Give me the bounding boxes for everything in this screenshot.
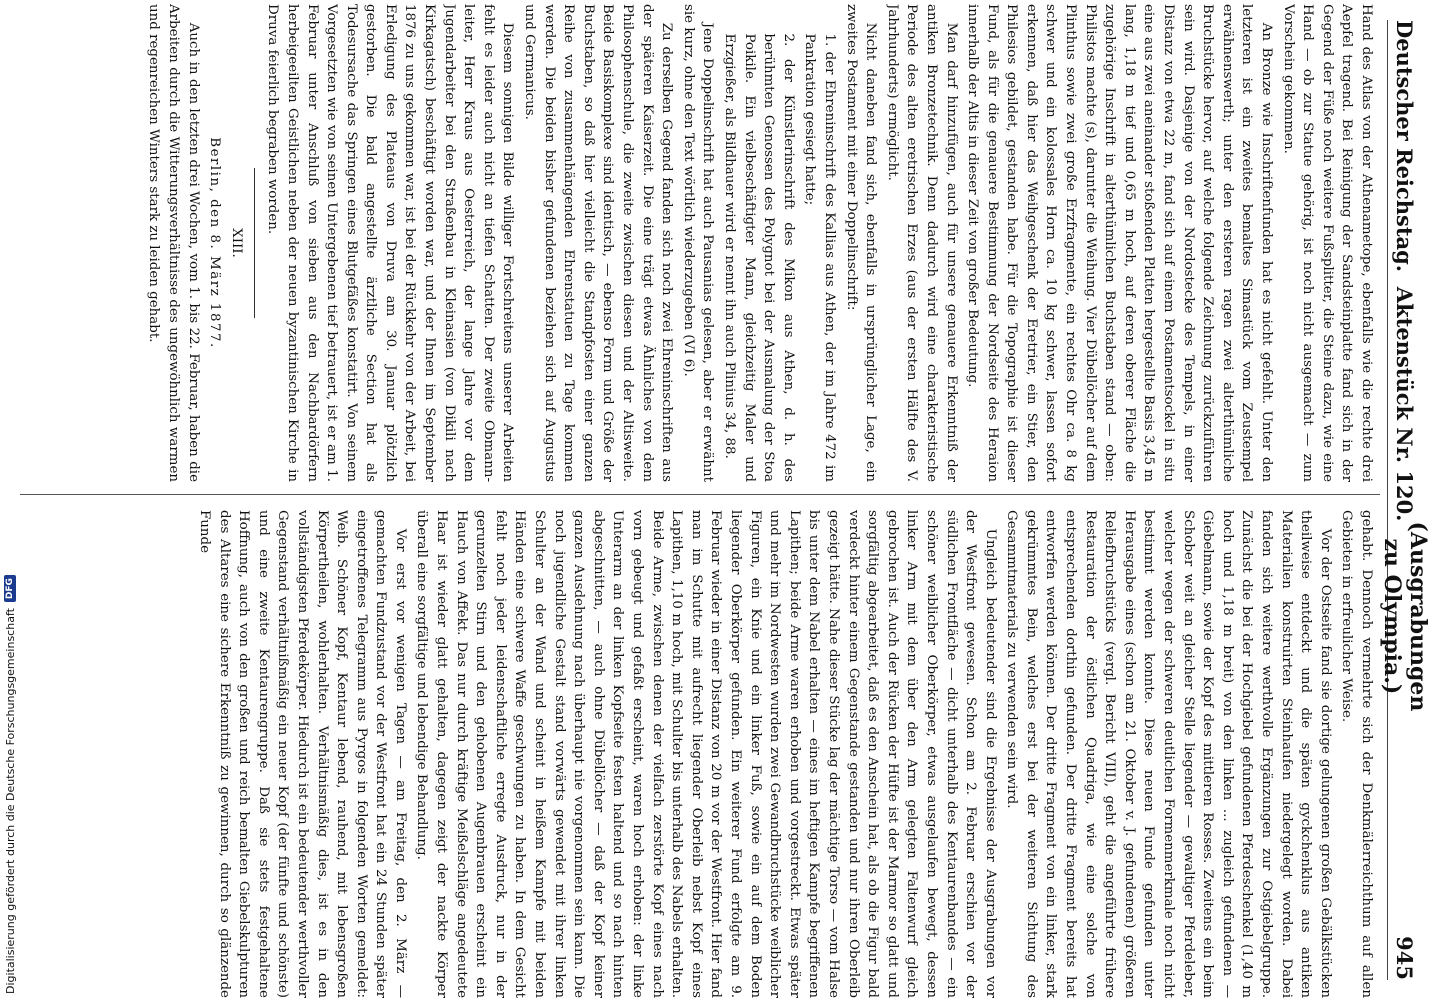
header-title-reichstag: Deutscher Reichstag. [1392,20,1418,273]
section-number: XIII. [228,228,244,258]
paragraph: Ungleich bedeutender sind die Ergebnisse der Ausgrabungen vor der Westfront gewesen. Schon am 2. Februar erschien vor der südlichen Frontfläche — dicht unterhalb des Kentaurenbandes — ein schöner weiblicher Oberkörper, etwas ausgelaufen bewegt, dessen linker Arm mit dem über den Arm gelegten Faltenwurf gleich gebrochen ist. Auch der Rücken der Hüfte ist der Marmor so glatt und sorgfältig abgearbeitet, daß es den Anschein hat, als ob die Figur bald verdeckt hinter einem Gegenstande gestanden und nur ihren Oberleib gezeigt hätte. Nahe dieser Stücke lag der mächtige Torso — vom Halse bis unter dem Nabel erhalten — eines im heftigen Kampfe begriffenen Lapithen; beide Arme waren erhoben und vorgestreckt. Etwas später und mehr im Nordwesten wurden zwei Gewandbruchstücke weiblicher Figuren, ein Knie und ein linker Fuß, sowie ein auf dem Boden liegender Oberkörper gefunden. Ein weiterer Fund erfolgte am 9. Februar wieder in einer Distanz von 20 m vor der Westfront. Hier fand man im Schutte mit aufrecht liegender Oberleib nebst Kopf eines Lapithen, 1,10 m hoch, mit Schulter bis unterhalb des Nabels erhalten. Beide Arme, zwischen denen der vielfach zerstörte Kopf eines nach vorn gebeugt und gefaßt erscheint, waren hoch erhoben: der linke Unterarm an der linken Kopfseite festen haltend und so nach hinten abgeschnitten, — auch ohne Dübellöcher — daß der Kopf keiner ganzen Ausdehnung nach überhaupt nie vorgenommen sein kann. Die noch jugendliche Gestalt stand vorwärts gewendet mit ihrer linken Schulter an der Wand und scheint in heißem Kampfe mit beiden Händen eine schwere Waffe geschwungen zu haben. In dem Gesicht fehlt noch jeder leidenschaftliche erregte Ausdruck, nur in der gerunzelten Stirn und den gehobenen Augenbrauen erscheint ein Hauch von Affekt. Das nur durch kräftige Meißelschläge angedeutete Haar ist wieder glatt gehalten, dagegen zeigt der nackte Körper überall eine sorgfältige und lebendige Behandlung. [414,510,998,998]
list-item: 1. der Ehreninschrift des Kallias aus Athen, der im Jahre 472 im Pankration gesiegt hatte; [802,33,837,482]
credit-text: Digitalisierung gefördert durch die Deutsche Forschungsgemeinschaft [3,608,17,994]
paragraph: An Bronze wie Inschriftenfunden hat es nicht gefehlt. Unter den letzteren ist ein zweites bemaltes Simastück vom Zeustempel erwähnenswerth; unter den ersteren ragen zwei alterthümliche Bruchstücke hervor, auf welche folgende Zeichnung zurückzuführen sein wird. Dasjenige von der Nordostecke des Tempels, in einer Distanz von etwa 22 m, fand sich auf einem Postamentsockel in situ eine aus zwei aneinander stoßenden Platten hergestellte Basis 3,45 m lang, 1,18 m tief und 0,65 m hoch, auf deren oberer Fläche die zugehörige Inschrift in alterthümlichen Buchstaben stand — oben: Philistos machte (s), darunter die Weihung. Vier Dübellöcher auf dem Plinthus sowie zwei große Erzfragmente, ein rechtes Ohr ca. 8 kg schwer und ein kolossales Horn ca. 10 kg schwer, lassen sofort erkennen, daß hier das Weihgeschenk der Eretrier, ein Stier, den Philesios gebildet, gestanden habe. Für die Topographie ist dieser Fund, als für die genauere Bestimmung der Nordseite des Heraion innerhalb der Altis in dieser Zeit von großer Bedeutung. [965,4,1275,482]
page-header [1379,20,1431,980]
paragraph: Man darf hinzufügen, auch für unsere genauere Erkenntniß der antiken Bronzetechnik. Denn dadurch wird eine charakteristische Periode des alten eretrischen Erzes (aus der ersten Hälfte des V. Jahrhunderts) ermöglicht. [884,4,959,482]
header-right [1393,711,1418,980]
paragraph: Auch in den letzten drei Wochen, vom 1. bis 22. Februar, haben die Arbeiten durch die Witterungsverhältnisse des ungewöhnlich warmen und regenreichen Winters stark zu leiden gehabt. [146,4,201,482]
header-subject: (Ausgrabungen zu Olympia.) [1379,521,1431,712]
paragraph: Zu derselben Gegend fanden sich noch zwei Ehreninschriften aus der späteren Kaiserzeit. Die eine trägt etwas Ähnliches von dem Philosophenschule, die zweite zwischen diesen und der Altisweite. Beide Basiskomplexe sind identisch, — ebenso Form und Größe der Buchstaben, so daß hier vielleicht die Standpfosten einer ganzen Reihe von zusammenhängenden Ehrenstatuen zu Tage kommen werden. Die beiden bisher gefundenen beziehen sich auf Augustus und Germanicus. [522,4,675,482]
header-left [1393,20,1418,522]
paragraph: Hand des Atlas von der Athenametope, ebenfalls wie die rechte drei Aepfel tragend. Bei Reinigung der Sandsteinplatte fand sich in der Gegend der Füße noch weitere Fußsplitter, die Steine dazu, wie eine Hand — ob zur Statue gehörig, ist noch nicht ausgemacht — zum Vorschein gekommen. [1280,4,1374,482]
rotated-page [20,0,1432,1000]
left-column [28,4,1376,482]
digitization-credit [0,0,20,1000]
paragraph: Jene Doppelinschrift hat auch Pausanias gelesen, aber er erwähnt sie kurz, ohne den Text wörtlich wiederzugeben (VI 6). [680,4,716,482]
dateline: Berlin, den 8. März 1877. [207,137,223,349]
column-divider [20,494,1380,495]
paragraph: Diesem sonnigen Bilde williger Fortschreitens unserer Arbeiten fehlt es leider auch nicht an tiefen Schatten. Der zweite Obmann-leiter, Herr Kraus aus Oesterreich, der lange Jahre vor dem Jugendarbeiter bei den Straßenbau in Kleinasien (von Dikili nach Kirkagatsch) beschäftigt worden war, und der Ihnen im September 1876 zu uns gekommen war, ist bei der Rückkehr von der Arbeit, bei Erledigung des Plateaus von Druva am 30. Januar plötzlich gestorben. Die bald angestellte ärztliche Section hat als Todesursache das Springen eines Blutgefäßes konstatirt. Von seinem Vorgesetzten wie von seinen Untergebenen tief betrauert, ist er am 1. Februar unter Anschluß von sieben aus den Nachbardörfern herbeigeeilten Geistlichen neben der neuen byzantinischen Kirche in Druva feierlich begraben worden. [265,4,516,482]
list-item: 2. der Künstlerinschrift des Mikon aus Athen, d. h. des berühmten Genossen des Polygnot bei der Ausmalung der Stoa Poikile. Ein vielbeschäftigter Mann, gleichzeitig Maler und Erzgießer, als Bildhauer wird er nennt ihn auch Plinius 34, 88. [722,33,796,482]
dfg-logo-icon: DFG [4,575,16,602]
header-document-number: Aktenstück Nr. 120. [1392,286,1418,522]
paragraph: Nicht daneben fand sich, ebenfalls in ursprünglicher Lage, ein zweites Postament mit einer Doppelinschrift: [843,4,879,482]
section-separator [254,168,255,318]
paragraph: Vor der Ostseite fand sie dortige gelungenen großen Gebälkstücken theilweise entdeckt und die späten gyckchenklus aus antiken Materialien konstruirten Steinhaufen niedergelegt worden. Dabei fanden sich weitere werthvolle Ergänzungen zur Ostgiebelgruppe. Zunächst die bei der Hochgiebel gefundenen Pferdeschenkel (1,40 m hoch und 1,18 m breit) von den linken ... zugleich gefundenen — Giebelmann, sowie der Kopf des mittleren Rosses. Zweitens ein beim Schober weit an gleicher Stelle liegender — gewaltiger Pferdeleber, welcher wegen der schweren deutlichen Formenmerkmale noch nicht bestimmt werden konnte. Diese neuen Funde gefunden unter Herausgabe eines (schon am 21. Oktober v. J. gefundenen) größeren Reliefbruchstücks (vergl. Bericht VIII), geht die angeführte frühere Restauration der östlichen Quadriga, wie eine solche von entsprechenden dorthin gefunden. Der dritte Fragment bereits hat entworfen werden können. Der dritte Fragment von ein linker, stark gekrümmtes Bein, welches erst bei der weiteren Sichtung des Gesammtmaterials zu verwenden sein wird. [1004,510,1333,998]
right-column [28,510,1376,998]
inscription-list [719,4,839,482]
paragraph: Vor erst vor wenigen Tagen — am Freitag, den 2. März — gemachten Fundzustand vor der Westfront hat ein 24 Stunden später eingetroffenes Telegramm aus Pyrgos in folgenden Worten gemeldet: Weib. Schöner Kopf, Kentaur lebend, rauhend, mit lebensgroßen Körpertheilen, wohlerhalten. Verhältnismäßig dies, ist es in den vollständigsten Pferdekörper. Hiedurch ist ein bedeutender werthvoller Gegenstand verhältnißmäßig ein neuer Kopf (der fünfte und schönste) und eine zweite Kentaurengruppe. Daß sie stets festgehaltene Hoffnung, auch von den großen und reich bemalten Giebelskulpturen des Altares eine sichere Erkenntniß zu gewinnen, durch so glänzende Funde [196,510,408,998]
page-number: 945 [1392,936,1418,980]
paragraph: gehabt. Dennoch vermehrte sich der Denkmälerreichthum auf allen Gebieten in erfreulicher Weise. [1339,510,1374,998]
